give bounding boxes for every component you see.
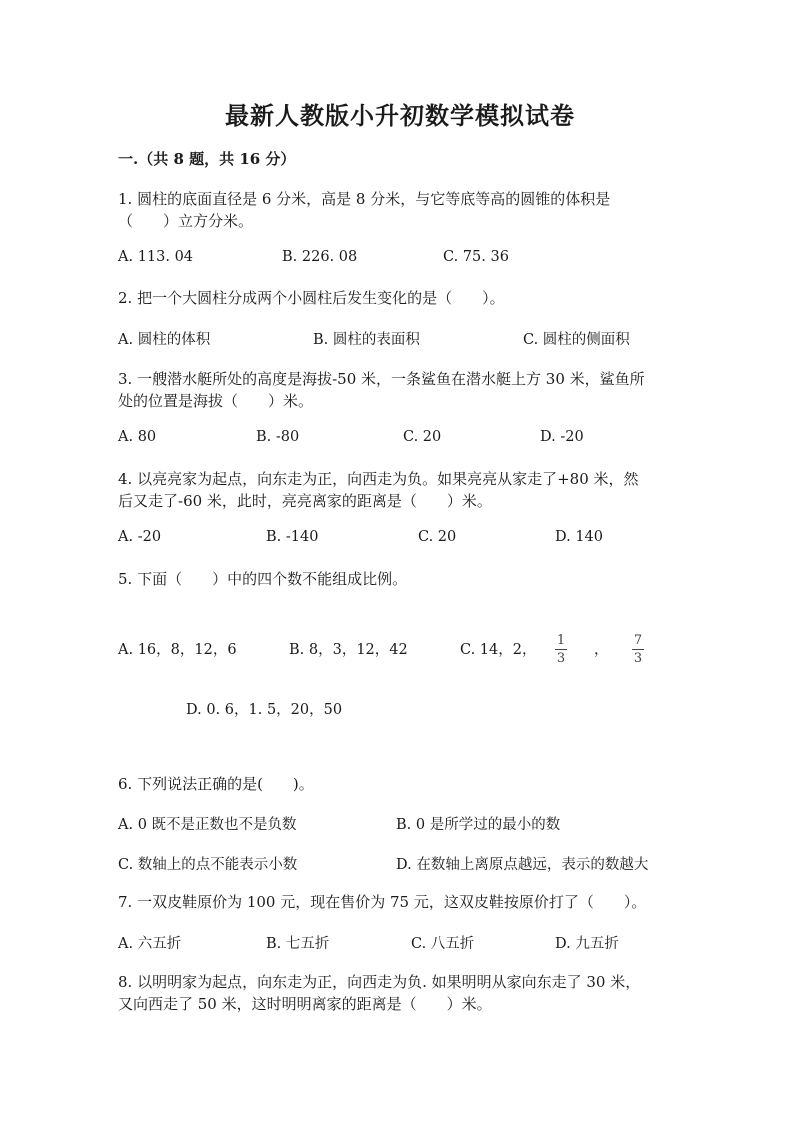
question-7-option-c: C. 八五折	[411, 936, 475, 952]
question-8-line-2: 又向西走了 50 米，这时明明离家的距离是（ ）米。	[118, 995, 492, 1013]
question-1-line-2: （ ）立方分米。	[118, 212, 254, 230]
question-1-option-c: C. 75. 36	[443, 249, 509, 265]
fraction-bar	[555, 649, 567, 650]
question-5-option-d: D. 0. 6，1. 5，20，50	[186, 702, 343, 718]
question-4-line-1: 4. 以亮亮家为起点，向东走为正，向西走为负。如果亮亮从家走了+80 米，然	[118, 470, 639, 488]
question-2-line-1: 2. 把一个大圆柱分成两个小圆柱后发生变化的是（ ）。	[118, 289, 505, 307]
question-4-option-c: C. 20	[418, 529, 457, 545]
question-5-option-c-separator: ，	[594, 642, 609, 658]
question-6-option-d: D. 在数轴上离原点越远，表示的数越大	[396, 857, 649, 873]
question-4-line-2: 后又走了-60 米，此时，亮亮离家的距离是（ ）米。	[118, 492, 492, 510]
question-2-option-b: B. 圆柱的表面积	[313, 332, 420, 348]
question-7-option-b: B. 七五折	[266, 936, 330, 952]
question-3-option-c: C. 20	[403, 429, 442, 445]
question-7-option-d: D. 九五折	[555, 936, 619, 952]
question-5-option-c: C. 14，2，	[460, 642, 537, 658]
section-header: 一.（共 8 题，共 16 分）	[118, 150, 296, 168]
question-7-line-1: 7. 一双皮鞋原价为 100 元，现在售价为 75 元，这双皮鞋按原价打了（ ）。	[118, 893, 647, 911]
question-8-line-1: 8. 以明明家为起点，向东走为正，向西走为负. 如果明明从家向东走了 30 米，	[118, 973, 641, 991]
fraction-one-third	[555, 633, 567, 666]
question-7-option-a: A. 六五折	[118, 936, 182, 952]
question-4-option-b: B. -140	[266, 529, 319, 545]
question-3-option-d: D. -20	[540, 429, 584, 445]
question-1-option-b: B. 226. 08	[282, 249, 358, 265]
question-3-line-1: 3. 一艘潜水艇所处的高度是海拔-50 米，一条鲨鱼在潜水艇上方 30 米，鲨鱼所	[118, 370, 645, 388]
question-3-line-2: 处的位置是海拔（ ）米。	[118, 392, 314, 410]
question-3-option-b: B. -80	[256, 429, 300, 445]
question-6-option-b: B. 0 是所学过的最小的数	[396, 817, 561, 833]
question-6-line-1: 6. 下列说法正确的是( )。	[118, 775, 314, 793]
exam-title: 最新人教版小升初数学模拟试卷	[225, 102, 575, 130]
question-3-option-a: A. 80	[118, 429, 157, 445]
question-5-line-1: 5. 下面（ ）中的四个数不能组成比例。	[118, 570, 408, 588]
question-5-option-a: A. 16，8，12，6	[118, 642, 237, 658]
fraction-bar	[632, 649, 644, 650]
question-4-option-d: D. 140	[555, 529, 604, 545]
question-1-option-a: A. 113. 04	[118, 249, 194, 265]
fraction-denominator: 3	[556, 651, 566, 666]
question-1-line-1: 1. 圆柱的底面直径是 6 分米，高是 8 分米，与它等底等高的圆锥的体积是	[118, 190, 611, 208]
question-4-option-a: A. -20	[118, 529, 162, 545]
question-2-option-c: C. 圆柱的侧面积	[523, 332, 630, 348]
fraction-seven-thirds	[632, 633, 644, 666]
question-6-option-a: A. 0 既不是正数也不是负数	[118, 817, 297, 833]
question-6-option-c: C. 数轴上的点不能表示小数	[118, 857, 298, 873]
fraction-numerator: 1	[556, 633, 566, 648]
fraction-denominator: 3	[633, 651, 643, 666]
question-2-option-a: A. 圆柱的体积	[118, 332, 211, 348]
fraction-numerator: 7	[633, 633, 643, 648]
question-5-option-b: B. 8，3，12，42	[289, 642, 408, 658]
